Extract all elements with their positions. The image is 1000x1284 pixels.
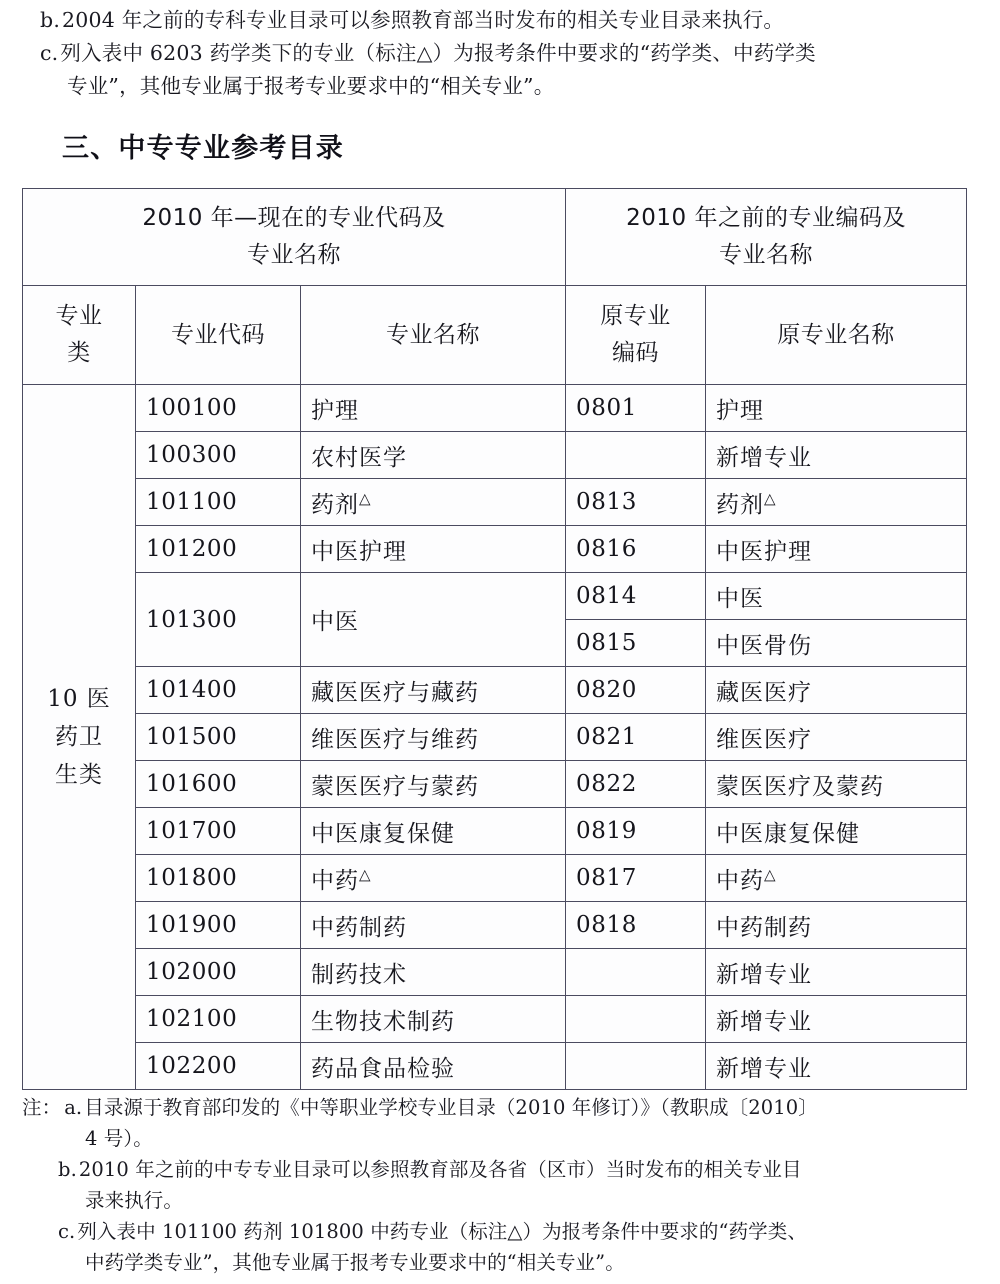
major-code: 102100 bbox=[136, 996, 301, 1043]
major-name bbox=[301, 996, 566, 1043]
major-name-text: 中医康复保健 bbox=[311, 820, 455, 847]
old-major-code bbox=[566, 432, 706, 479]
major-name bbox=[301, 573, 566, 667]
table-row bbox=[23, 949, 967, 996]
column-header-old-name: 原专业名称 bbox=[706, 286, 967, 385]
category-label-line1: 10 医 bbox=[47, 686, 111, 712]
old-major-name-text: 中药制药 bbox=[716, 914, 813, 941]
major-name bbox=[301, 714, 566, 761]
major-name bbox=[301, 479, 566, 526]
major-code: 100100 bbox=[136, 385, 301, 432]
section-heading: 三、中专专业参考目录 bbox=[62, 133, 344, 164]
bottom-note-b-line1: 2010 年之前的中专专业目录可以参照教育部及各省（区市）当时发布的相关专业目 bbox=[78, 1158, 802, 1181]
top-note-b-marker: b. bbox=[40, 8, 61, 32]
old-major-code: 0816 bbox=[566, 526, 706, 573]
column-header-old-code-line2: 编码 bbox=[612, 340, 660, 366]
old-major-code bbox=[566, 1043, 706, 1090]
major-code: 101700 bbox=[136, 808, 301, 855]
bottom-note-c-marker: c. bbox=[58, 1220, 76, 1243]
bottom-note-b-marker: b. bbox=[58, 1158, 77, 1181]
old-major-name-text: 中医骨伤 bbox=[716, 632, 813, 659]
table-sub-header-row bbox=[23, 286, 967, 385]
table-row bbox=[23, 432, 967, 479]
top-note-c-text-line2: 专业”，其他专业属于报考专业要求中的“相关专业”。 bbox=[67, 74, 555, 98]
old-major-name-text: 蒙医医疗及蒙药 bbox=[716, 773, 885, 800]
table-row bbox=[23, 855, 967, 902]
old-major-name-marker: △ bbox=[764, 864, 776, 883]
old-major-name bbox=[706, 761, 967, 808]
bottom-notes-label: 注： bbox=[22, 1096, 62, 1119]
old-major-name bbox=[706, 385, 967, 432]
table-row bbox=[23, 573, 967, 620]
category-label-line3: 生类 bbox=[55, 762, 103, 788]
old-major-name bbox=[706, 1043, 967, 1090]
top-note-b bbox=[40, 4, 975, 37]
table-row bbox=[23, 761, 967, 808]
major-name-text: 药剂 bbox=[311, 491, 359, 518]
column-header-category bbox=[23, 286, 136, 385]
bottom-note-b-line2: 录来执行。 bbox=[85, 1189, 184, 1212]
old-major-name bbox=[706, 667, 967, 714]
major-code: 101100 bbox=[136, 479, 301, 526]
major-code: 101300 bbox=[136, 573, 301, 667]
major-name bbox=[301, 808, 566, 855]
table-row bbox=[23, 667, 967, 714]
column-header-name: 专业名称 bbox=[301, 286, 566, 385]
major-name bbox=[301, 949, 566, 996]
major-name-text: 农村医学 bbox=[311, 444, 407, 471]
bottom-note-a-line1: 目录源于教育部印发的《中等职业学校专业目录（2010 年修订）》（教职成〔2010〕 bbox=[84, 1096, 818, 1119]
top-note-c-marker: c. bbox=[40, 41, 59, 65]
group-header-previous-line1: 2010 年之前的专业编码及 bbox=[626, 205, 906, 231]
old-major-code: 0818 bbox=[566, 902, 706, 949]
column-header-category-line2: 类 bbox=[67, 340, 91, 366]
major-name-text: 生物技术制药 bbox=[311, 1008, 455, 1035]
major-name-text: 维医医疗与维药 bbox=[311, 726, 479, 753]
major-name-text: 蒙医医疗与蒙药 bbox=[311, 773, 479, 800]
bottom-note-c bbox=[22, 1216, 977, 1247]
bottom-note-b bbox=[22, 1154, 977, 1185]
old-major-name-text: 新增专业 bbox=[716, 444, 813, 471]
major-name bbox=[301, 432, 566, 479]
major-code: 101600 bbox=[136, 761, 301, 808]
major-name bbox=[301, 761, 566, 808]
bottom-note-a bbox=[22, 1092, 977, 1123]
major-code: 101800 bbox=[136, 855, 301, 902]
old-major-name-text: 新增专业 bbox=[716, 1008, 813, 1035]
major-code: 102200 bbox=[136, 1043, 301, 1090]
major-name bbox=[301, 855, 566, 902]
major-name bbox=[301, 526, 566, 573]
major-code: 101200 bbox=[136, 526, 301, 573]
major-name bbox=[301, 385, 566, 432]
old-major-code: 0815 bbox=[566, 620, 706, 667]
old-major-name bbox=[706, 855, 967, 902]
major-catalog-table bbox=[22, 188, 967, 1090]
old-major-code: 0801 bbox=[566, 385, 706, 432]
top-note-c-text-line1: 列入表中 6203 药学类下的专业（标注△）为报考条件中要求的“药学类、中药学类 bbox=[60, 41, 816, 65]
old-major-name bbox=[706, 526, 967, 573]
old-major-name-text: 中药 bbox=[716, 867, 765, 894]
old-major-name bbox=[706, 714, 967, 761]
group-header-current-line1: 2010 年—现在的专业代码及 bbox=[142, 205, 446, 231]
old-major-name bbox=[706, 949, 967, 996]
major-name-text: 制药技术 bbox=[311, 961, 407, 988]
major-code: 101400 bbox=[136, 667, 301, 714]
old-major-code: 0822 bbox=[566, 761, 706, 808]
column-header-old-code bbox=[566, 286, 706, 385]
old-major-name-text: 维医医疗 bbox=[716, 726, 813, 753]
category-label-line2: 药卫 bbox=[55, 724, 103, 750]
old-major-name bbox=[706, 479, 967, 526]
old-major-code: 0820 bbox=[566, 667, 706, 714]
bottom-note-c-line1: 列入表中 101100 药剂 101800 中药专业（标注△）为报考条件中要求的“药学类、 bbox=[77, 1220, 807, 1243]
major-name bbox=[301, 667, 566, 714]
major-code: 100300 bbox=[136, 432, 301, 479]
bottom-note-c-line2: 中药学类专业”，其他专业属于报考专业要求中的“相关专业”。 bbox=[85, 1251, 625, 1274]
major-name-text: 藏医医疗与藏药 bbox=[311, 679, 479, 706]
major-code: 101900 bbox=[136, 902, 301, 949]
major-name bbox=[301, 1043, 566, 1090]
column-header-code: 专业代码 bbox=[136, 286, 301, 385]
bottom-note-a-line2: 4 号）。 bbox=[85, 1127, 153, 1150]
old-major-name-text: 新增专业 bbox=[716, 1055, 813, 1082]
column-header-old-code-line1: 原专业 bbox=[600, 303, 671, 329]
table-group-header-row bbox=[23, 189, 967, 286]
table-row bbox=[23, 385, 967, 432]
old-major-name bbox=[706, 902, 967, 949]
old-major-name-marker: △ bbox=[764, 488, 776, 507]
old-major-name bbox=[706, 620, 967, 667]
bottom-notes-block bbox=[22, 1092, 977, 1278]
old-major-code: 0819 bbox=[566, 808, 706, 855]
group-header-previous bbox=[566, 189, 967, 286]
old-major-code: 0817 bbox=[566, 855, 706, 902]
group-header-current bbox=[23, 189, 566, 286]
category-cell bbox=[23, 385, 136, 1090]
major-code: 102000 bbox=[136, 949, 301, 996]
old-major-name-text: 中医 bbox=[716, 585, 765, 612]
old-major-name-text: 中医护理 bbox=[716, 538, 813, 565]
group-header-previous-line2: 专业名称 bbox=[719, 242, 814, 268]
old-major-name bbox=[706, 808, 967, 855]
old-major-code: 0813 bbox=[566, 479, 706, 526]
old-major-name-text: 新增专业 bbox=[716, 961, 813, 988]
old-major-name bbox=[706, 573, 967, 620]
old-major-name bbox=[706, 996, 967, 1043]
table-row bbox=[23, 996, 967, 1043]
old-major-code bbox=[566, 949, 706, 996]
old-major-name-text: 护理 bbox=[716, 397, 765, 424]
top-notes-block bbox=[40, 4, 975, 103]
table-row bbox=[23, 902, 967, 949]
column-header-category-line1: 专业 bbox=[55, 303, 103, 329]
major-name bbox=[301, 902, 566, 949]
table-row bbox=[23, 808, 967, 855]
table-row bbox=[23, 1043, 967, 1090]
old-major-name-text: 藏医医疗 bbox=[716, 679, 813, 706]
major-name-text: 中药制药 bbox=[311, 914, 407, 941]
major-name-marker: △ bbox=[359, 864, 371, 883]
top-note-b-text: 2004 年之前的专科专业目录可以参照教育部当时发布的相关专业目录来执行。 bbox=[62, 8, 785, 32]
old-major-code: 0814 bbox=[566, 573, 706, 620]
major-name-text: 中医 bbox=[311, 609, 359, 635]
group-header-current-line2: 专业名称 bbox=[247, 242, 342, 268]
top-note-c bbox=[40, 37, 975, 70]
table-row bbox=[23, 479, 967, 526]
old-major-name bbox=[706, 432, 967, 479]
old-major-name-text: 药剂 bbox=[716, 491, 765, 518]
major-name-marker: △ bbox=[359, 488, 371, 507]
major-name-text: 药品食品检验 bbox=[311, 1055, 455, 1082]
old-major-name-text: 中医康复保健 bbox=[716, 820, 861, 847]
major-name-text: 护理 bbox=[311, 397, 359, 424]
old-major-code: 0821 bbox=[566, 714, 706, 761]
table-row bbox=[23, 526, 967, 573]
bottom-note-a-marker: a. bbox=[64, 1096, 83, 1119]
major-name-text: 中医护理 bbox=[311, 538, 407, 565]
table-row bbox=[23, 714, 967, 761]
old-major-code bbox=[566, 996, 706, 1043]
major-code: 101500 bbox=[136, 714, 301, 761]
major-name-text: 中药 bbox=[311, 867, 359, 894]
